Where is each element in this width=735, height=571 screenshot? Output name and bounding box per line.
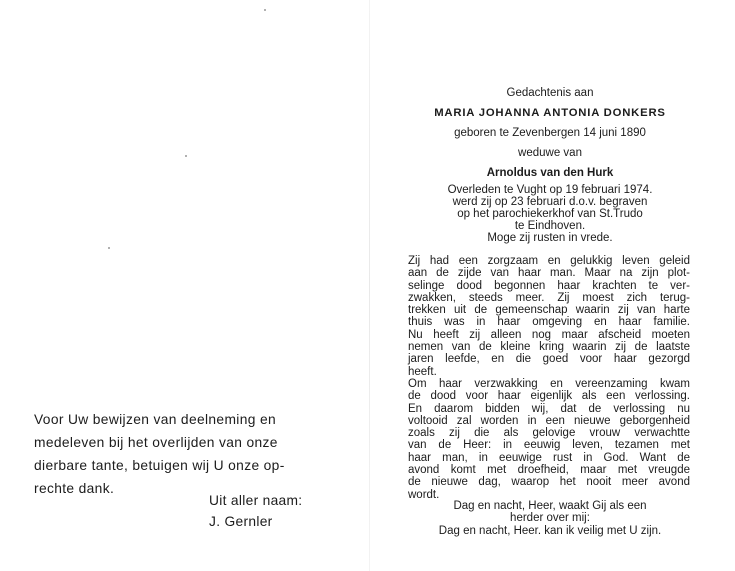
thank-you-text	[34, 408, 324, 500]
prayer-line: Moge zij rusten in vrede.	[487, 232, 613, 244]
paragraph-line: nemen van de kleine kring waarin zij de laatste	[408, 341, 690, 354]
paper-speck	[185, 155, 187, 157]
paragraph-line: avond komt met droefheid, maar met vreugde	[408, 464, 690, 477]
closing-line: Dag en nacht, Heer, waakt Gij als een	[453, 500, 647, 512]
deceased-name: MARIA JOHANNA ANTONIA DONKERS	[434, 107, 666, 119]
closing-line: Dag en nacht, Heer. kan ik veilig met U zijn.	[438, 524, 662, 537]
birth-line: geboren te Zevenbergen 14 juni 1890	[454, 127, 646, 139]
burial-line: werd zij op 23 februari d.o.v. begraven	[452, 196, 648, 208]
paragraph-line: thuis was in haar omgeving en haar familie.	[408, 316, 690, 329]
paragraph-line: zwakken, steeds meer. Zij moest zich terug-	[408, 291, 690, 304]
closing-line: herder over mij:	[510, 512, 590, 525]
memorial-paragraph-2	[408, 378, 690, 501]
paper-speck	[108, 247, 110, 249]
paragraph-line: En daarom bidden wij, dat de verlossing nu	[408, 402, 690, 415]
paragraph-line: haar man, in eeuwige rust in God. Want de	[408, 451, 690, 464]
husband-name: Arnoldus van den Hurk	[486, 167, 614, 179]
in-memory-heading: Gedachtenis aan	[506, 87, 594, 99]
thank-you-line: medeleven bij het overlijden van onze	[34, 435, 278, 450]
paragraph-line: aan de zijde van haar man. Maar na zijn plot-	[408, 267, 690, 280]
paragraph-line: zoals zij die als gelovige vrouw verwachtte	[408, 427, 690, 440]
paragraph-line: trekken uit de gemeenschap waarin zij van harte	[408, 304, 690, 317]
paragraph-line: selinge dood begonnen haar krachten te ver-	[408, 279, 690, 292]
memorial-paragraph-1	[408, 255, 690, 378]
signature-label: Uit aller naam:	[209, 493, 303, 508]
paragraph-line: de nieuwe dag, waarop het nooit meer avond	[408, 476, 690, 489]
paragraph-line: van de Heer: in eeuwig leven, tezamen met	[408, 439, 690, 452]
paragraph-line: voltooid zal worden in een nieuwe geborgenheid	[408, 414, 690, 427]
paragraph-line: wordt.	[408, 488, 440, 501]
paragraph-line: heeft.	[408, 365, 437, 378]
paragraph-line: de dood voor haar eigenlijk als een verlossing.	[408, 390, 690, 403]
thank-you-line: dierbare tante, betuigen wij U onze op-	[34, 458, 285, 473]
paper-speck	[264, 9, 266, 11]
paragraph-line: jaren leefde, en die goed voor haar gezorgd	[408, 353, 690, 366]
signature-name: J. Gernler	[209, 514, 273, 529]
widow-of-line: weduwe van	[518, 147, 582, 159]
place-line: te Eindhoven.	[514, 220, 586, 232]
thank-you-line: Voor Uw bewijzen van deelneming en	[34, 412, 276, 427]
death-line: Overleden te Vught op 19 februari 1974.	[447, 184, 653, 196]
paragraph-line: Nu heeft zij alleen nog maar afscheid moeten	[408, 328, 690, 341]
closing-prayer	[400, 500, 700, 537]
thank-you-line: rechte dank.	[34, 481, 115, 496]
paragraph-line: Om haar verzwakking en vereenzaming kwam	[408, 378, 690, 390]
paragraph-line: Zij had een zorgzaam en gelukkig leven geleid	[408, 255, 690, 267]
cemetery-line: op het parochiekerkhof van St.Trudo	[457, 208, 643, 220]
card-fold-line	[369, 0, 370, 571]
